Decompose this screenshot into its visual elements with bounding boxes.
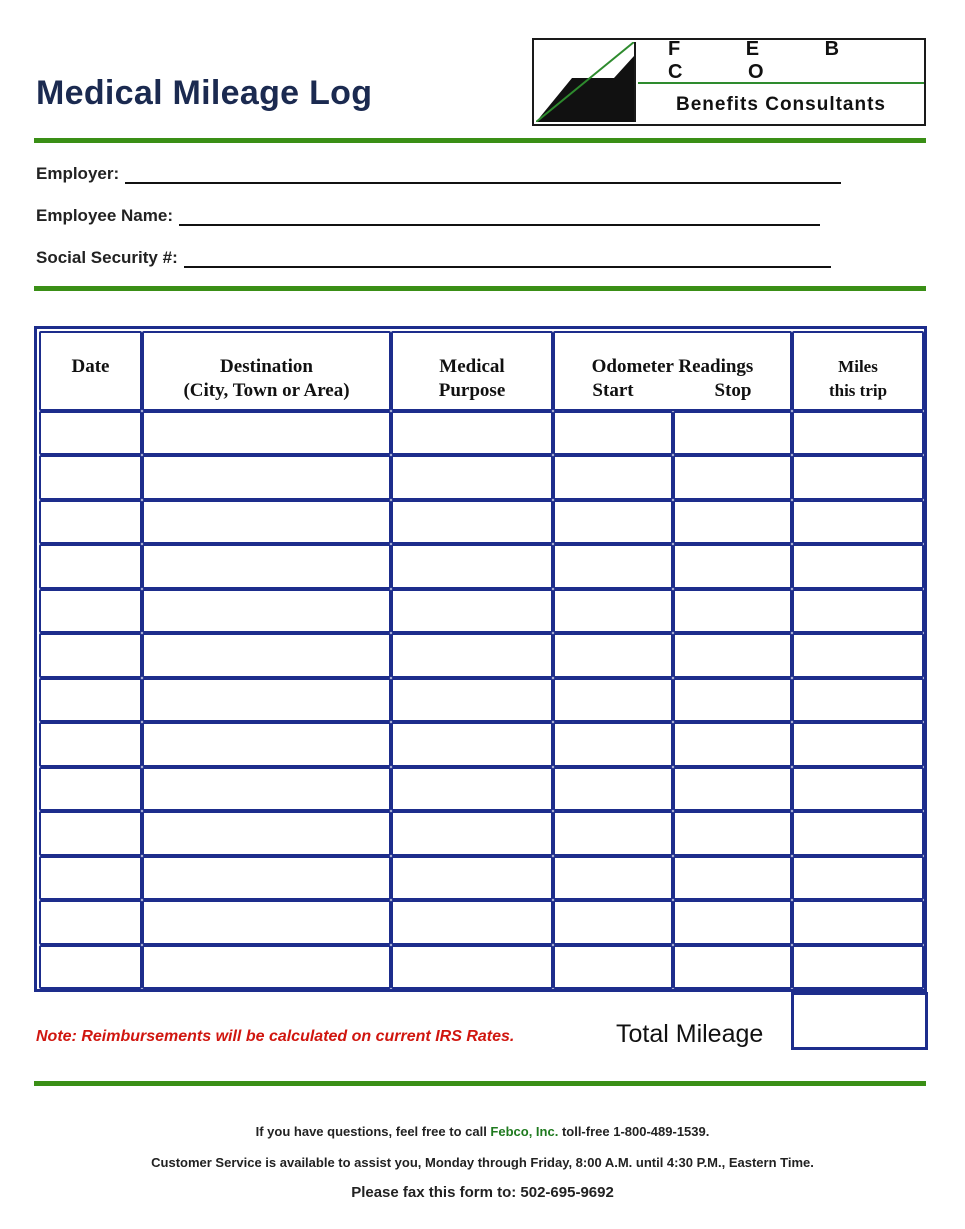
ssn-field[interactable] xyxy=(36,248,831,268)
total-mileage-box[interactable] xyxy=(791,992,928,1050)
col-purpose-subheader: Purpose xyxy=(438,380,506,401)
odometer-start-cell[interactable] xyxy=(553,455,673,499)
date-cell[interactable] xyxy=(39,633,142,677)
footer-fax-line: Please fax this form to: 502-695-9692 xyxy=(351,1184,614,1201)
col-date-header: Date xyxy=(71,356,110,377)
col-start-header: Start xyxy=(592,380,634,401)
date-cell[interactable] xyxy=(39,678,142,722)
col-stop-header: Stop xyxy=(714,380,752,401)
miles-cell[interactable] xyxy=(792,945,924,989)
destination-cell[interactable] xyxy=(142,945,391,989)
destination-cell[interactable] xyxy=(142,856,391,900)
footer-hours-line: Customer Service is available to assist you, Monday through Friday, 8:00 A.M. until 4:30 P.M., Eastern Time. xyxy=(151,1155,814,1170)
destination-cell[interactable] xyxy=(142,900,391,944)
purpose-cell[interactable] xyxy=(391,455,553,499)
purpose-cell[interactable] xyxy=(391,544,553,588)
purpose-cell[interactable] xyxy=(391,722,553,766)
employee-name-label: Employee Name: xyxy=(36,206,173,225)
purpose-cell[interactable] xyxy=(391,900,553,944)
purpose-cell[interactable] xyxy=(391,945,553,989)
miles-cell[interactable] xyxy=(792,856,924,900)
febco-logo xyxy=(532,38,926,126)
destination-cell[interactable] xyxy=(142,589,391,633)
purpose-cell[interactable] xyxy=(391,589,553,633)
odometer-stop-cell[interactable] xyxy=(673,811,792,855)
destination-cell[interactable] xyxy=(142,767,391,811)
destination-cell[interactable] xyxy=(142,544,391,588)
odometer-stop-cell[interactable] xyxy=(673,767,792,811)
odometer-start-cell[interactable] xyxy=(553,856,673,900)
col-destination-subheader: (City, Town or Area) xyxy=(183,380,350,401)
logo-mark-icon xyxy=(536,42,636,122)
miles-cell[interactable] xyxy=(792,411,924,455)
destination-cell[interactable] xyxy=(142,811,391,855)
odometer-start-cell[interactable] xyxy=(553,633,673,677)
odometer-stop-cell[interactable] xyxy=(673,945,792,989)
bottom-divider xyxy=(34,1081,926,1086)
miles-cell[interactable] xyxy=(792,633,924,677)
purpose-cell[interactable] xyxy=(391,856,553,900)
ssn-label: Social Security #: xyxy=(36,248,178,267)
destination-cell[interactable] xyxy=(142,500,391,544)
odometer-stop-cell[interactable] xyxy=(673,856,792,900)
date-cell[interactable] xyxy=(39,856,142,900)
col-purpose-header: Medical xyxy=(439,356,505,377)
date-cell[interactable] xyxy=(39,945,142,989)
fields-divider xyxy=(34,286,926,291)
odometer-start-cell[interactable] xyxy=(553,900,673,944)
employee-name-line[interactable] xyxy=(179,210,820,226)
date-cell[interactable] xyxy=(39,500,142,544)
miles-cell[interactable] xyxy=(792,589,924,633)
col-miles-subheader: this trip xyxy=(828,381,888,400)
miles-cell[interactable] xyxy=(792,500,924,544)
footer-contact-pre: If you have questions, feel free to call xyxy=(255,1124,491,1139)
odometer-stop-cell[interactable] xyxy=(673,500,792,544)
odometer-start-cell[interactable] xyxy=(553,678,673,722)
odometer-stop-cell[interactable] xyxy=(673,900,792,944)
footer-company: Febco, Inc. xyxy=(490,1124,559,1139)
total-mileage-label: Total Mileage xyxy=(616,1020,764,1048)
odometer-stop-cell[interactable] xyxy=(673,455,792,499)
odometer-stop-cell[interactable] xyxy=(673,411,792,455)
odometer-start-cell[interactable] xyxy=(553,767,673,811)
miles-cell[interactable] xyxy=(792,722,924,766)
col-destination-header: Destination xyxy=(220,356,313,377)
odometer-stop-cell[interactable] xyxy=(673,722,792,766)
date-cell[interactable] xyxy=(39,411,142,455)
employer-line[interactable] xyxy=(125,168,841,184)
purpose-cell[interactable] xyxy=(391,411,553,455)
footer-contact-post: toll-free 1-800-489-1539. xyxy=(558,1124,710,1139)
purpose-cell[interactable] xyxy=(391,811,553,855)
date-cell[interactable] xyxy=(39,544,142,588)
odometer-stop-cell[interactable] xyxy=(673,544,792,588)
miles-cell[interactable] xyxy=(792,455,924,499)
destination-cell[interactable] xyxy=(142,678,391,722)
date-cell[interactable] xyxy=(39,455,142,499)
odometer-start-cell[interactable] xyxy=(553,811,673,855)
mileage-log-table xyxy=(34,326,927,992)
ssn-line[interactable] xyxy=(184,252,831,268)
date-cell[interactable] xyxy=(39,722,142,766)
odometer-stop-cell[interactable] xyxy=(673,589,792,633)
odometer-stop-cell[interactable] xyxy=(673,633,792,677)
logo-subtitle: Benefits Consultants xyxy=(675,94,887,115)
miles-cell[interactable] xyxy=(792,767,924,811)
purpose-cell[interactable] xyxy=(391,678,553,722)
destination-cell[interactable] xyxy=(142,411,391,455)
odometer-start-cell[interactable] xyxy=(553,945,673,989)
date-cell[interactable] xyxy=(39,900,142,944)
miles-cell[interactable] xyxy=(792,811,924,855)
destination-cell[interactable] xyxy=(142,455,391,499)
odometer-start-cell[interactable] xyxy=(553,544,673,588)
odometer-start-cell[interactable] xyxy=(553,500,673,544)
miles-cell[interactable] xyxy=(792,900,924,944)
col-odometer-header: Odometer Readings xyxy=(591,356,754,377)
miles-cell[interactable] xyxy=(792,544,924,588)
purpose-cell[interactable] xyxy=(391,633,553,677)
col-miles-header: Miles xyxy=(838,357,878,376)
employer-label: Employer: xyxy=(36,164,120,183)
top-divider xyxy=(34,138,926,143)
odometer-start-cell[interactable] xyxy=(553,589,673,633)
date-cell[interactable] xyxy=(39,767,142,811)
logo-name: F E B C O xyxy=(638,40,924,84)
footer-contact-line xyxy=(0,1124,965,1139)
purpose-cell[interactable] xyxy=(391,500,553,544)
odometer-start-cell[interactable] xyxy=(553,722,673,766)
employee-name-field[interactable] xyxy=(36,206,820,226)
page-title: Medical Mileage Log xyxy=(36,74,373,112)
destination-cell[interactable] xyxy=(142,633,391,677)
date-cell[interactable] xyxy=(39,811,142,855)
odometer-stop-cell[interactable] xyxy=(673,678,792,722)
reimbursement-note: Note: Reimbursements will be calculated on current IRS Rates. xyxy=(36,1028,515,1045)
miles-cell[interactable] xyxy=(792,678,924,722)
employer-field[interactable] xyxy=(36,164,841,184)
destination-cell[interactable] xyxy=(142,722,391,766)
date-cell[interactable] xyxy=(39,589,142,633)
odometer-start-cell[interactable] xyxy=(553,411,673,455)
purpose-cell[interactable] xyxy=(391,767,553,811)
